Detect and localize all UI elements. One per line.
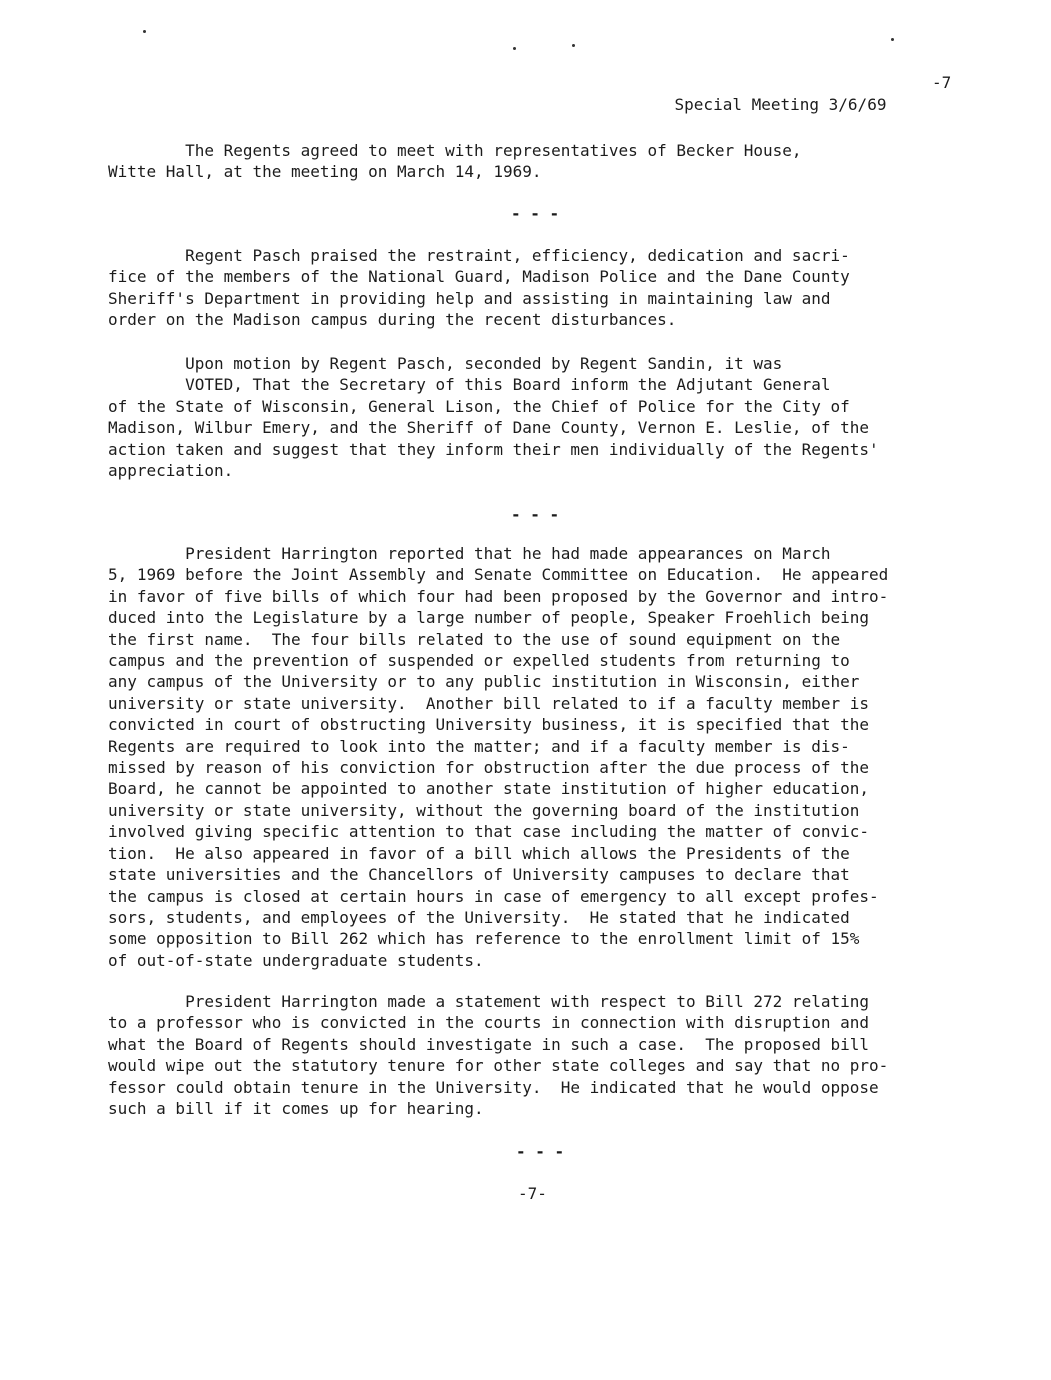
text-line: the first name. The four bills related to the use of sound equipment on the [108,629,841,649]
text-line: of the State of Wisconsin, General Lison, the Chief of Police for the City of [108,396,850,416]
scan-speck [572,44,575,47]
section-separator: - - - [511,505,560,524]
text-line: university or state university, without the governing board of the institution [108,800,860,820]
text-line: President Harrington made a statement with respect to Bill 272 relating [108,992,869,1011]
text-line: Regent Pasch praised the restraint, efficiency, dedication and sacri- [108,246,850,265]
text-line: would wipe out the statutory tenure for other state colleges and say that no pro- [108,1056,889,1076]
text-line: the campus is closed at certain hours in case of emergency to all except profes- [108,886,879,906]
text-line: action taken and suggest that they inform their men individually of the Regents' [108,439,879,459]
scan-speck [891,38,894,41]
text-line: to a professor who is convicted in the courts in connection with disruption and [108,1013,869,1033]
paragraph-harrington-report [108,543,988,971]
text-line: The Regents agreed to meet with representatives of Becker House, [108,141,802,160]
section-separator: - - - [511,204,560,223]
section-separator: - - - [516,1142,565,1161]
text-line: tion. He also appeared in favor of a bill which allows the Presidents of the [108,843,850,863]
text-line: Witte Hall, at the meeting on March 14, 1969. [108,162,542,182]
text-line: fessor could obtain tenure in the University. He indicated that he would oppose [108,1077,879,1097]
meeting-title: Special Meeting 3/6/69 [674,95,887,114]
text-line: duced into the Legislature by a large number of people, Speaker Froehlich being [108,608,869,628]
text-line: university or state university. Another bill related to if a faculty member is [108,693,869,713]
text-line: 5, 1969 before the Joint Assembly and Senate Committee on Education. He appeared [108,565,889,585]
text-line: of out-of-state undergraduate students. [108,950,484,970]
page-footer-number: -7- [518,1184,547,1203]
text-line: involved giving specific attention to that case including the matter of convic- [108,822,869,842]
text-line: what the Board of Regents should investigate in such a case. The proposed bill [108,1034,869,1054]
text-line: appreciation. [108,461,234,481]
scan-speck [513,47,516,50]
text-line: VOTED, That the Secretary of this Board inform the Adjutant General [108,375,831,395]
text-line: convicted in court of obstructing University business, it is specified that the [108,715,869,735]
header-page-number: -7 [932,73,952,92]
text-line: sors, students, and employees of the University. He stated that he indicated [108,907,850,927]
paragraph-pasch-praise [108,245,988,331]
paragraph-becker-house [108,140,988,183]
text-line: in favor of five bills of which four had been proposed by the Governor and intro- [108,586,889,606]
paragraph-bill-272 [108,991,988,1119]
paragraph-motion-voted [108,353,988,481]
text-line: Board, he cannot be appointed to another state institution of higher education, [108,779,869,799]
text-line: state universities and the Chancellors of University campuses to declare that [108,865,850,885]
scan-speck [143,30,146,33]
text-line: fice of the members of the National Guard, Madison Police and the Dane County [108,267,850,287]
text-line: some opposition to Bill 262 which has reference to the enrollment limit of 15% [108,929,860,949]
text-line: such a bill if it comes up for hearing. [108,1099,484,1119]
text-line: Sheriff's Department in providing help and assisting in maintaining law and [108,288,831,308]
text-line: Upon motion by Regent Pasch, seconded by Regent Sandin, it was [108,354,783,373]
text-line: President Harrington reported that he had made appearances on March [108,544,831,563]
text-line: any campus of the University or to any public institution in Wisconsin, either [108,672,860,692]
text-line: order on the Madison campus during the recent disturbances. [108,310,677,330]
text-line: campus and the prevention of suspended or expelled students from returning to [108,651,850,671]
text-line: missed by reason of his conviction for obstruction after the due process of the [108,758,869,778]
text-line: Regents are required to look into the matter; and if a faculty member is dis- [108,736,850,756]
text-line: Madison, Wilbur Emery, and the Sheriff of Dane County, Vernon E. Leslie, of the [108,418,869,438]
